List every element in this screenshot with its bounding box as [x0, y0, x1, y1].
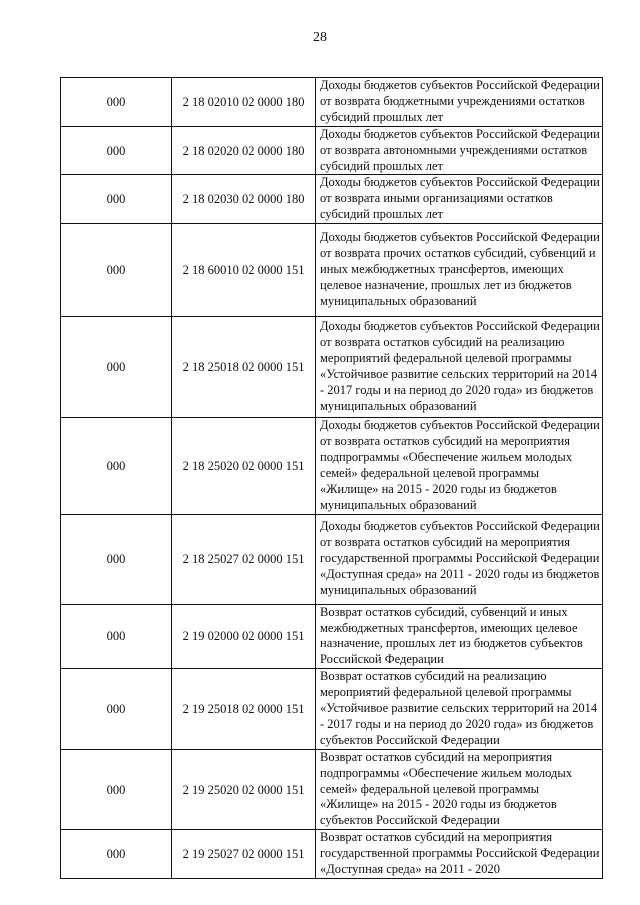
- revenue-code-cell: 2 18 25020 02 0000 151: [172, 418, 316, 514]
- revenue-name-cell: Доходы бюджетов субъектов Российской Федерации от возврата остатков субсидий на реализацию мероприятий федеральной целевой программы «Устойчивое развитие сельских территорий на 2014 - 2017 годы и на период до 2020 года» из бюджетов муниципальных образований: [316, 317, 603, 418]
- revenue-code-cell: 2 19 25020 02 0000 151: [172, 749, 316, 830]
- revenue-name-cell: Возврат остатков субсидий на мероприятия государственной программы Российской Федерации «Доступная среда» на 2011 - 2020: [316, 830, 603, 879]
- revenue-code-cell: 2 18 02010 02 0000 180: [172, 78, 316, 127]
- revenue-code-cell: 2 19 25027 02 0000 151: [172, 830, 316, 879]
- admin-code-cell: 000: [61, 749, 172, 830]
- revenue-code-cell: 2 19 25018 02 0000 151: [172, 669, 316, 750]
- admin-code-cell: 000: [61, 830, 172, 879]
- table-row: [61, 126, 603, 175]
- admin-code-cell: 000: [61, 78, 172, 127]
- revenue-name-cell: Возврат остатков субсидий на мероприятия подпрограммы «Обеспечение жильем молодых семей» федеральной целевой программы «Жилище» на 2015 - 2020 годы из бюджетов субъектов Российской Федерации: [316, 749, 603, 830]
- admin-code-cell: 000: [61, 514, 172, 604]
- revenue-code-cell: 2 18 25018 02 0000 151: [172, 317, 316, 418]
- table-row: [61, 514, 603, 604]
- revenue-name-cell: Доходы бюджетов субъектов Российской Федерации от возврата остатков субсидий на мероприятия подпрограммы «Обеспечение жильем молодых семей» федеральной целевой программы «Жилище» на 2015 - 2020 годы из бюджетов муниципальных образований: [316, 418, 603, 514]
- table-row: [61, 669, 603, 750]
- budget-classification-table: [60, 77, 603, 879]
- admin-code-cell: 000: [61, 604, 172, 669]
- table-row: [61, 175, 603, 224]
- revenue-name-cell: Возврат остатков субсидий на реализацию мероприятий федеральной целевой программы «Устойчивое развитие сельских территорий на 2014 - 2017 годы и на период до 2020 года» из бюджетов субъектов Российской Федерации: [316, 669, 603, 750]
- admin-code-cell: 000: [61, 418, 172, 514]
- admin-code-cell: 000: [61, 126, 172, 175]
- page-number: 28: [313, 30, 327, 45]
- revenue-code-cell: 2 18 02020 02 0000 180: [172, 126, 316, 175]
- revenue-code-cell: 2 18 02030 02 0000 180: [172, 175, 316, 224]
- table-row: [61, 749, 603, 830]
- admin-code-cell: 000: [61, 224, 172, 317]
- admin-code-cell: 000: [61, 175, 172, 224]
- table-row: [61, 418, 603, 514]
- table-row: [61, 830, 603, 879]
- table-row: [61, 604, 603, 669]
- revenue-name-cell: Доходы бюджетов субъектов Российской Федерации от возврата иными организациями остатков субсидий прошлых лет: [316, 175, 603, 224]
- revenue-code-cell: 2 18 60010 02 0000 151: [172, 224, 316, 317]
- table-row: [61, 317, 603, 418]
- revenue-name-cell: Доходы бюджетов субъектов Российской Федерации от возврата прочих остатков субсидий, субвенций и иных межбюджетных трансфертов, имеющих целевое назначение, прошлых лет из бюджетов муниципальных образований: [316, 224, 603, 317]
- table-row: [61, 78, 603, 127]
- revenue-name-cell: Доходы бюджетов субъектов Российской Федерации от возврата бюджетными учреждениями остатков субсидий прошлых лет: [316, 78, 603, 127]
- revenue-code-cell: 2 18 25027 02 0000 151: [172, 514, 316, 604]
- admin-code-cell: 000: [61, 317, 172, 418]
- revenue-name-cell: Возврат остатков субсидий, субвенций и иных межбюджетных трансфертов, имеющих целевое назначение, прошлых лет из бюджетов субъектов Российской Федерации: [316, 604, 603, 669]
- revenue-code-cell: 2 19 02000 02 0000 151: [172, 604, 316, 669]
- revenue-name-cell: Доходы бюджетов субъектов Российской Федерации от возврата автономными учреждениями остатков субсидий прошлых лет: [316, 126, 603, 175]
- admin-code-cell: 000: [61, 669, 172, 750]
- revenue-name-cell: Доходы бюджетов субъектов Российской Федерации от возврата остатков субсидий на мероприятия государственной программы Российской Федерации «Доступная среда» на 2011 - 2020 годы из бюджетов муниципальных образований: [316, 514, 603, 604]
- table-row: [61, 224, 603, 317]
